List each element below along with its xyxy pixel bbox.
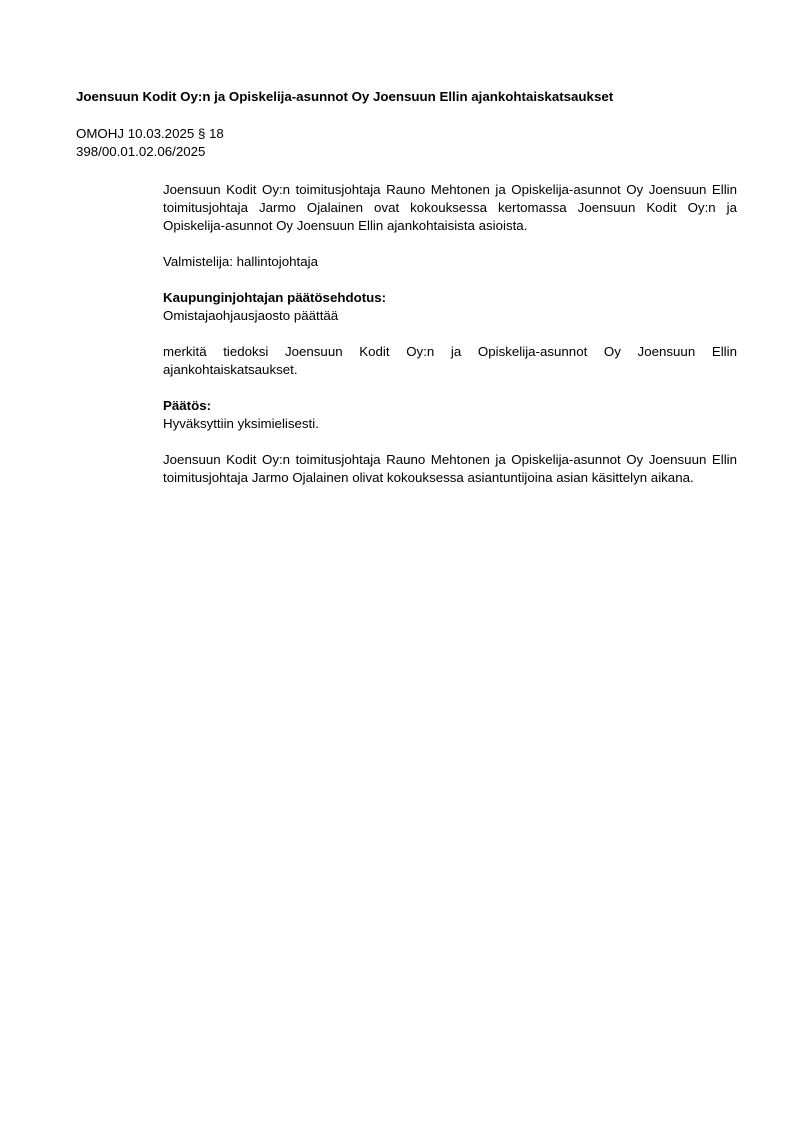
document-title: Joensuun Kodit Oy:n ja Opiskelija-asunnot Oy Joensuun Ellin ajankohtaiskatsaukset [76,89,614,104]
preparer-line: Valmistelija: hallintojohtaja [163,254,318,269]
decision-text: Hyväksyttiin yksimielisesti. [163,416,319,431]
document-body [163,181,737,505]
decision-heading: Päätös: [163,398,212,413]
document-meta [76,125,756,161]
record-number: 398/00.01.02.06/2025 [76,144,206,159]
intro-paragraph: Joensuun Kodit Oy:n toimitusjohtaja Rauno Mehtonen ja Opiskelija-asunnot Oy Joensuun Ellin toimitusjohtaja Jarmo Ojalainen ovat kokouksessa kertomassa Joensuun Kodit Oy:n ja Opiskelija-asunnot Oy Joensuun Ellin ajankohtaisista asioista. [163,182,737,233]
proposal-heading: Kaupunginjohtajan päätösehdotus: [163,290,387,305]
meeting-reference: OMOHJ 10.03.2025 § 18 [76,126,224,141]
proposal-text: merkitä tiedoksi Joensuun Kodit Oy:n ja Opiskelija-asunnot Oy Joensuun Ellin ajankohtaiskatsaukset. [163,344,737,377]
closing-paragraph: Joensuun Kodit Oy:n toimitusjohtaja Rauno Mehtonen ja Opiskelija-asunnot Oy Joensuun Ellin toimitusjohtaja Jarmo Ojalainen olivat kokouksessa asiantuntijoina asian käsittelyn aikana. [163,452,737,485]
proposal-intro: Omistajaohjausjaosto päättää [163,308,339,323]
